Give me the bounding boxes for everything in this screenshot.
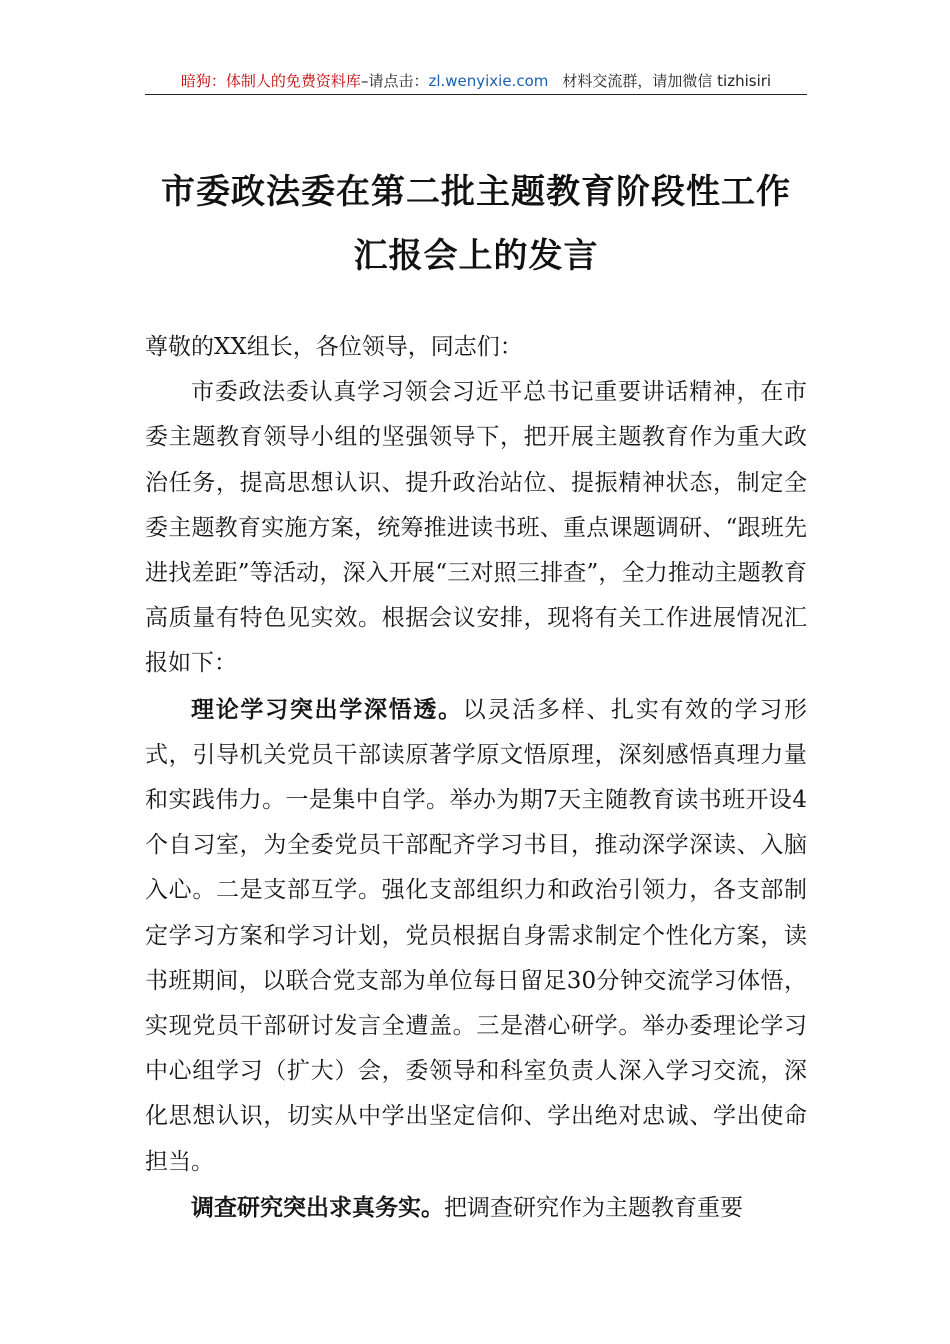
section-1-heading: 理论学习突出学深悟透。 <box>191 695 463 723</box>
header-note: 材料交流群，请加微信 tizhisiri <box>562 72 772 90</box>
document-body <box>145 325 807 1231</box>
section-1-text: 以灵活多样、扎实有效的学习形式，引导机关党员干部读原著学原文悟原理，深刻感悟真理力量和实践伟力。一是集中自学。举办为期7天主随教育读书班开设4个自习室，为全委党员干部配齐学习书目，推动深学深读、入脑入心。二是支部互学。强化支部组织力和政治引领力，各支部制定学习方案和学习计划，党员根据自身需求制定个性化方案，读书班期间，以联合党支部为单位每日留足30分钟交流学习体悟，实现党员干部研讨发言全遭盖。三是潜心研学。举办委理论学习中心组学习（扩大）会，委领导和科室负责人深入学习交流，深化思想认识，切实从中学出坚定信仰、学出绝对忠诚、学出使命担当。 <box>145 696 808 1175</box>
intro-paragraph: 市委政法委认真学习领会习近平总书记重要讲话精神，在市委主题教育领导小组的坚强领导下，把开展主题教育作为重大政治任务，提高思想认识、提升政治站位、提振精神状态，制定全委主题教育实施方案，统筹推进读书班、重点课题调研、“跟班先进找差距”等活动，深入开展“三对照三排查”，全力推动主题教育高质量有特色见实效。根据会议安排，现将有关工作进展情况汇报如下： <box>145 379 807 677</box>
header-link[interactable]: zl.wenyixie.com <box>428 72 549 90</box>
header-separator: –请点击： <box>360 72 429 90</box>
section-2-heading: 调查研究突出求真务实。 <box>191 1193 444 1221</box>
section-2-text: 把调查研究作为主题教育重要 <box>444 1194 743 1221</box>
salutation: 尊敬的XX组长，各位领导，同志们： <box>145 334 523 360</box>
document-title-line-1: 市委政法委在第二批主题教育阶段性工作 <box>161 172 791 212</box>
section-1-paragraph <box>145 687 807 1185</box>
page-header <box>145 68 807 95</box>
header-brand: 暗狗：体制人的免费资料库 <box>180 72 361 90</box>
section-2-paragraph <box>145 1185 807 1231</box>
document-title-line-2: 汇报会上的发言 <box>353 236 599 276</box>
